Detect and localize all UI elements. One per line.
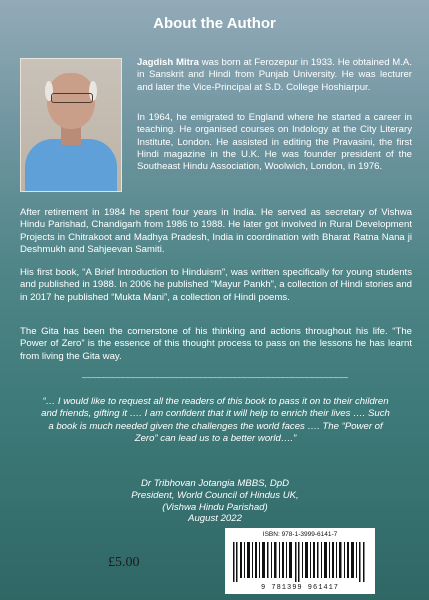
wavy-divider: ~~~~~~~~~~~~~~~~~~~~~~~~~~~~~~~~~~~~~~~~~~~~~~~~~~~~~~~ — [81, 373, 348, 384]
author-name: Jagdish Mitra — [137, 57, 199, 68]
section-heading: About the Author — [153, 15, 276, 32]
isbn-label: ISBN: 978-1-3999-6141-7 — [262, 531, 338, 538]
bio-paragraph-2: In 1964, he emigrated to England where he started a career in teaching. He organised courses on Indology at the City Literary Institute, London. He assisted in editing the Pravasini, the first Hindi magazine in the U.K. He was founder president of the Southeast Hindu Association, Woolwich, London, in 1976. — [137, 112, 412, 173]
bio-paragraph-1 — [137, 57, 412, 94]
bio-paragraph-3: After retirement in 1984 he spent four years in India. He served as secretary of Vishwa Hindu Parishad, Chandigarh from 1986 to 1988. He later got involved in Rural Development Projects in Chitrakoot and Madhya Pradesh, India in coordination with Bharat Ratna Nana ji Deshmukh and Sahjeevan Samiti. — [20, 207, 412, 255]
bio-paragraph-4: His first book, “A Brief Introduction to Hinduism”, was written specifically for young students and published in 1988. In 2006 he published “Mayur Pankh”, a collection of Hindi stories and in 2017 he published “Mukta Mani”, a collection of Hindi poems. — [20, 267, 412, 303]
signature-line-1: Dr Tribhovan Jotangia MBBS, DpD — [140, 478, 290, 489]
endorsement-signature — [100, 478, 330, 525]
barcode — [225, 528, 375, 594]
photo-shirt — [25, 139, 117, 192]
price-label: £5.00 — [108, 555, 140, 570]
barcode-bars — [233, 542, 367, 582]
signature-line-2: President, World Council of Hindus UK, — [131, 489, 299, 501]
photo-glasses — [51, 93, 93, 103]
signature-line-3: (Vishwa Hindu Parishad) — [162, 501, 268, 513]
signature-line-4: August 2022 — [188, 513, 242, 525]
author-photo — [20, 58, 122, 192]
bio-paragraph-1-text: was born at Ferozepur in 1933. He obtained M.A. in Sanskrit and Hindi from Punjab University. He was lecturer and later the Vice-Principal at S.D. College Hoshiarpur. — [137, 57, 413, 93]
bio-paragraph-5: The Gita has been the cornerstone of his thinking and actions throughout his life. “The Power of Zero” is the essence of this thought process to pass on the lessons he has learnt from living the Gita way. — [20, 326, 412, 362]
isbn-digits: 9 781399 961417 — [260, 584, 339, 592]
endorsement-quote: “… I would like to request all the readers of this book to pass it on to their children and friends, gifting it …. I am confident that it will help to enrich their lives …. Such a book is much needed given the challenges the world faces …. The “Power of Zero” can lead us to a better world….” — [41, 396, 390, 444]
